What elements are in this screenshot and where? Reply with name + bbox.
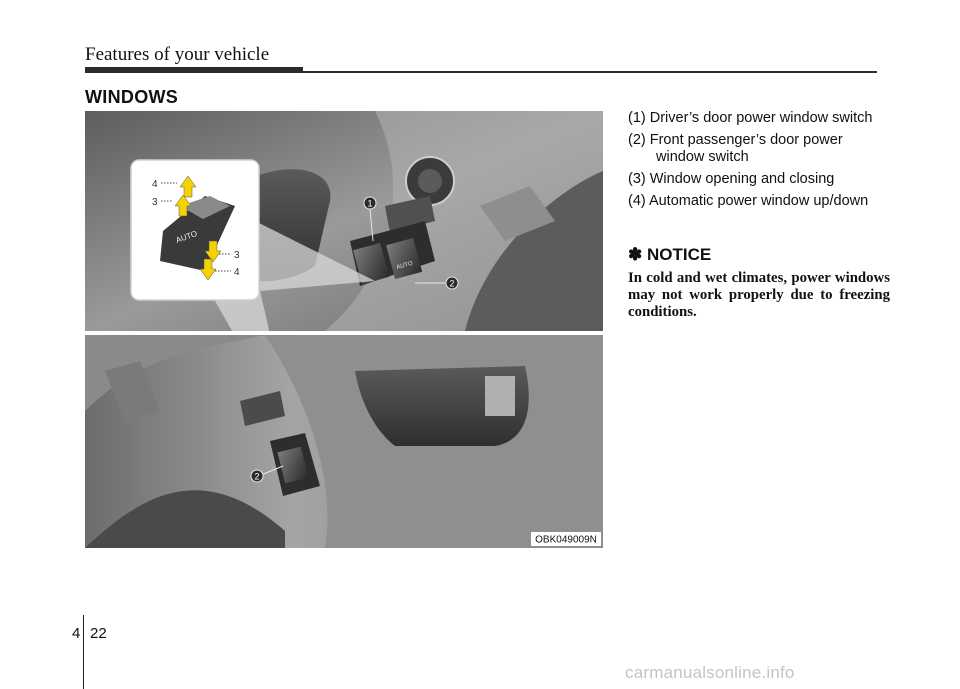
chapter-number: 4	[72, 625, 81, 642]
notice-title: NOTICE	[646, 245, 712, 264]
figure-code: OBK049009N	[535, 534, 597, 546]
caption-list	[628, 110, 890, 215]
caption-item-1: (1) Driver’s door power window switch	[628, 110, 873, 126]
section-header: Features of your vehicle	[85, 44, 270, 65]
notice-heading	[628, 245, 711, 265]
callout-1-number: 1	[367, 198, 373, 209]
inset-auto-label: AUTO	[174, 228, 199, 245]
page-title: WINDOWS	[85, 87, 179, 107]
mirror-control-knob	[418, 169, 442, 193]
inset-label-4-bottom: 4	[234, 267, 240, 278]
callout-2-lower-number: 2	[254, 471, 260, 482]
notice-symbol: ✽	[628, 245, 643, 264]
inset-label-3-top: 3	[152, 197, 158, 208]
caption-item-2: (2) Front passenger’s door power window switch	[628, 132, 843, 165]
watermark: carmanualsonline.info	[625, 663, 795, 682]
notice-body: In cold and wet climates, power windows may not work properly due to freezing conditions.	[628, 270, 890, 320]
callout-2-upper-number: 2	[449, 278, 455, 289]
page-number: 22	[90, 625, 107, 642]
inset-label-4-top: 4	[152, 179, 158, 190]
footer-divider	[83, 615, 84, 689]
panel-divider	[85, 331, 603, 335]
inner-handle-lever	[485, 376, 515, 416]
caption-item-4: (4) Automatic power window up/down	[628, 193, 869, 209]
caption-item-3: (3) Window opening and closing	[628, 171, 835, 187]
header-rule-accent	[85, 67, 303, 73]
switch-auto-label: AUTO	[395, 260, 414, 271]
window-switch-illustration	[85, 111, 603, 548]
window-switch-figure	[85, 111, 603, 548]
inset-label-3-bottom: 3	[234, 250, 240, 261]
